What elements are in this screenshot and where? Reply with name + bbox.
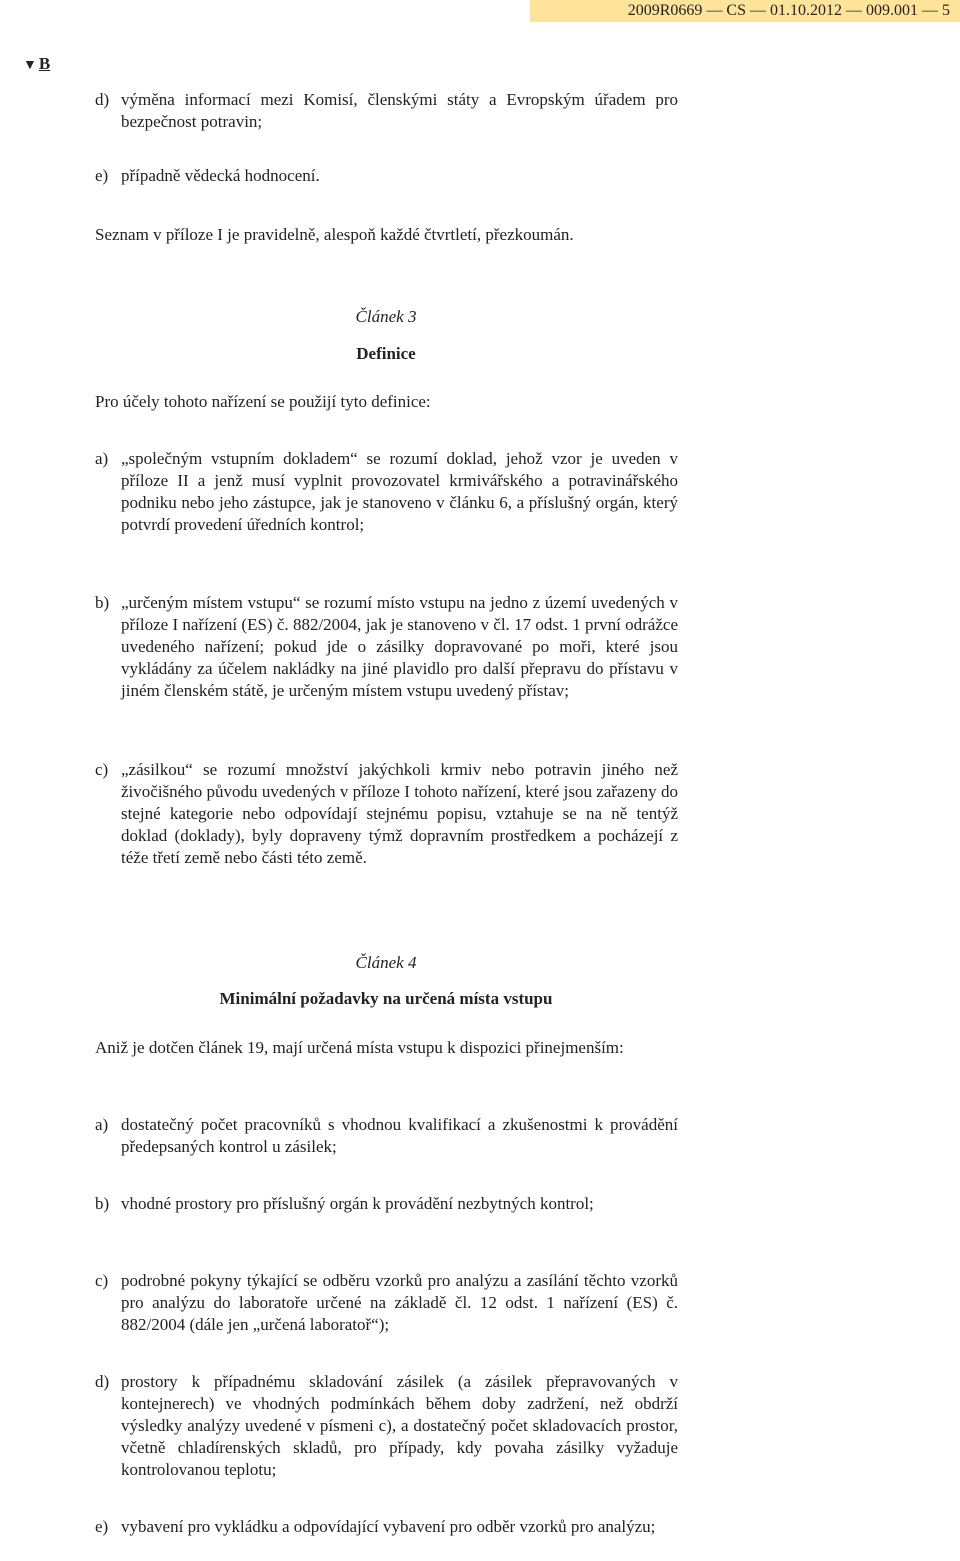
item-letter: b)	[95, 593, 110, 612]
requirement-item	[95, 1270, 678, 1336]
item-letter: e)	[95, 1517, 109, 1536]
definition-item	[95, 592, 678, 702]
item-text: podrobné pokyny týkající se odběru vzorků pro analýzu a zasílání těchto vzorků pro analýzu do laboratoře určené na základě čl. 12 odst. 1 nařízení (ES) č. 882/2004 (dále jen „určená laboratoř“);	[121, 1271, 678, 1334]
requirement-item	[95, 1193, 678, 1215]
definition-item	[95, 759, 678, 869]
item-letter: a)	[95, 1115, 109, 1134]
article-3-title: Definice	[356, 344, 416, 363]
review-sentence: Seznam v příloze I je pravidelně, alespoň každé čtvrtletí, přezkoumán.	[95, 225, 574, 244]
page-header: 2009R0669 — CS — 01.10.2012 — 009.001 — 5	[530, 0, 960, 22]
item-letter: d)	[95, 90, 110, 109]
amendment-label: B	[38, 54, 51, 73]
item-text: vhodné prostory pro příslušný orgán k provádění nezbytných kontrol;	[121, 1194, 594, 1213]
item-text: výměna informací mezi Komisí, členskými státy a Evropským úřadem pro bezpečnost potravin;	[121, 90, 678, 131]
definition-item	[95, 448, 678, 536]
requirement-item	[95, 1114, 678, 1158]
item-letter: e)	[95, 166, 109, 185]
article-4-number: Článek 4	[355, 953, 417, 972]
article-3-number: Článek 3	[355, 307, 417, 326]
item-letter: c)	[95, 1271, 109, 1290]
list-item	[95, 89, 678, 133]
item-letter: a)	[95, 449, 109, 468]
item-text: prostory k případnému skladování zásilek (a zásilek přepravovaných v kontejnerech) ve vhodných podmínkách během doby zadržení, než obdrží výsledky analýzy uvedené v písmeni c), a dostatečný počet skladovacích prostor, včetně chladírenských skladů, pro případy, kdy povaha zásilky vyžaduje kontrolovanou teplotu;	[121, 1372, 678, 1479]
item-text: „společným vstupním dokladem“ se rozumí doklad, jehož vzor je uveden v příloze II a jenž musí vyplnit provozovatel krmivářského a potravinářského podniku nebo jeho zástupce, jak je stanoveno v článku 6, a příslušný orgán, který potvrdí provedení úředních kontrol;	[121, 449, 678, 534]
item-text: případně vědecká hodnocení.	[121, 166, 320, 185]
article-3-intro: Pro účely tohoto nařízení se použijí tyto definice:	[95, 392, 431, 411]
item-letter: d)	[95, 1372, 110, 1391]
requirement-item	[95, 1516, 678, 1538]
item-letter: c)	[95, 760, 109, 779]
triangle-down-icon: ▼	[23, 56, 37, 72]
item-letter: b)	[95, 1194, 110, 1213]
amendment-marker	[23, 54, 50, 75]
article-4-intro: Aniž je dotčen článek 19, mají určená místa vstupu k dispozici přinejmenším:	[95, 1038, 624, 1057]
list-item	[95, 165, 678, 187]
item-text: vybavení pro vykládku a odpovídající vybavení pro odběr vzorků pro analýzu;	[121, 1517, 656, 1536]
item-text: „určeným místem vstupu“ se rozumí místo vstupu na jedno z území uvedených v příloze I nařízení (ES) č. 882/2004, jak je stanoveno v čl. 17 odst. 1 první odrážce uvedeného nařízení; pokud jde o zásilky dopravované po moři, které jsou vykládány za účelem nakládky na jiné plavidlo pro další přepravu do přístavu v jiném členském státě, je určeným místem vstupu uvedený přístav;	[121, 593, 678, 700]
requirement-item	[95, 1371, 678, 1481]
article-4-title: Minimální požadavky na určená místa vstupu	[219, 989, 553, 1008]
item-text: „zásilkou“ se rozumí množství jakýchkoli krmiv nebo potravin jiného než živočišného původu uvedených v příloze I tohoto nařízení, které jsou zařazeny do stejné kategorie nebo odpovídají stejnému popisu, vztahuje se na ně tentýž doklad (doklady), byly dopraveny týmž dopravním prostředkem a pocházejí z téže třetí země nebo části této země.	[121, 760, 678, 867]
item-text: dostatečný počet pracovníků s vhodnou kvalifikací a zkušenostmi k provádění předepsaných kontrol u zásilek;	[121, 1115, 678, 1156]
